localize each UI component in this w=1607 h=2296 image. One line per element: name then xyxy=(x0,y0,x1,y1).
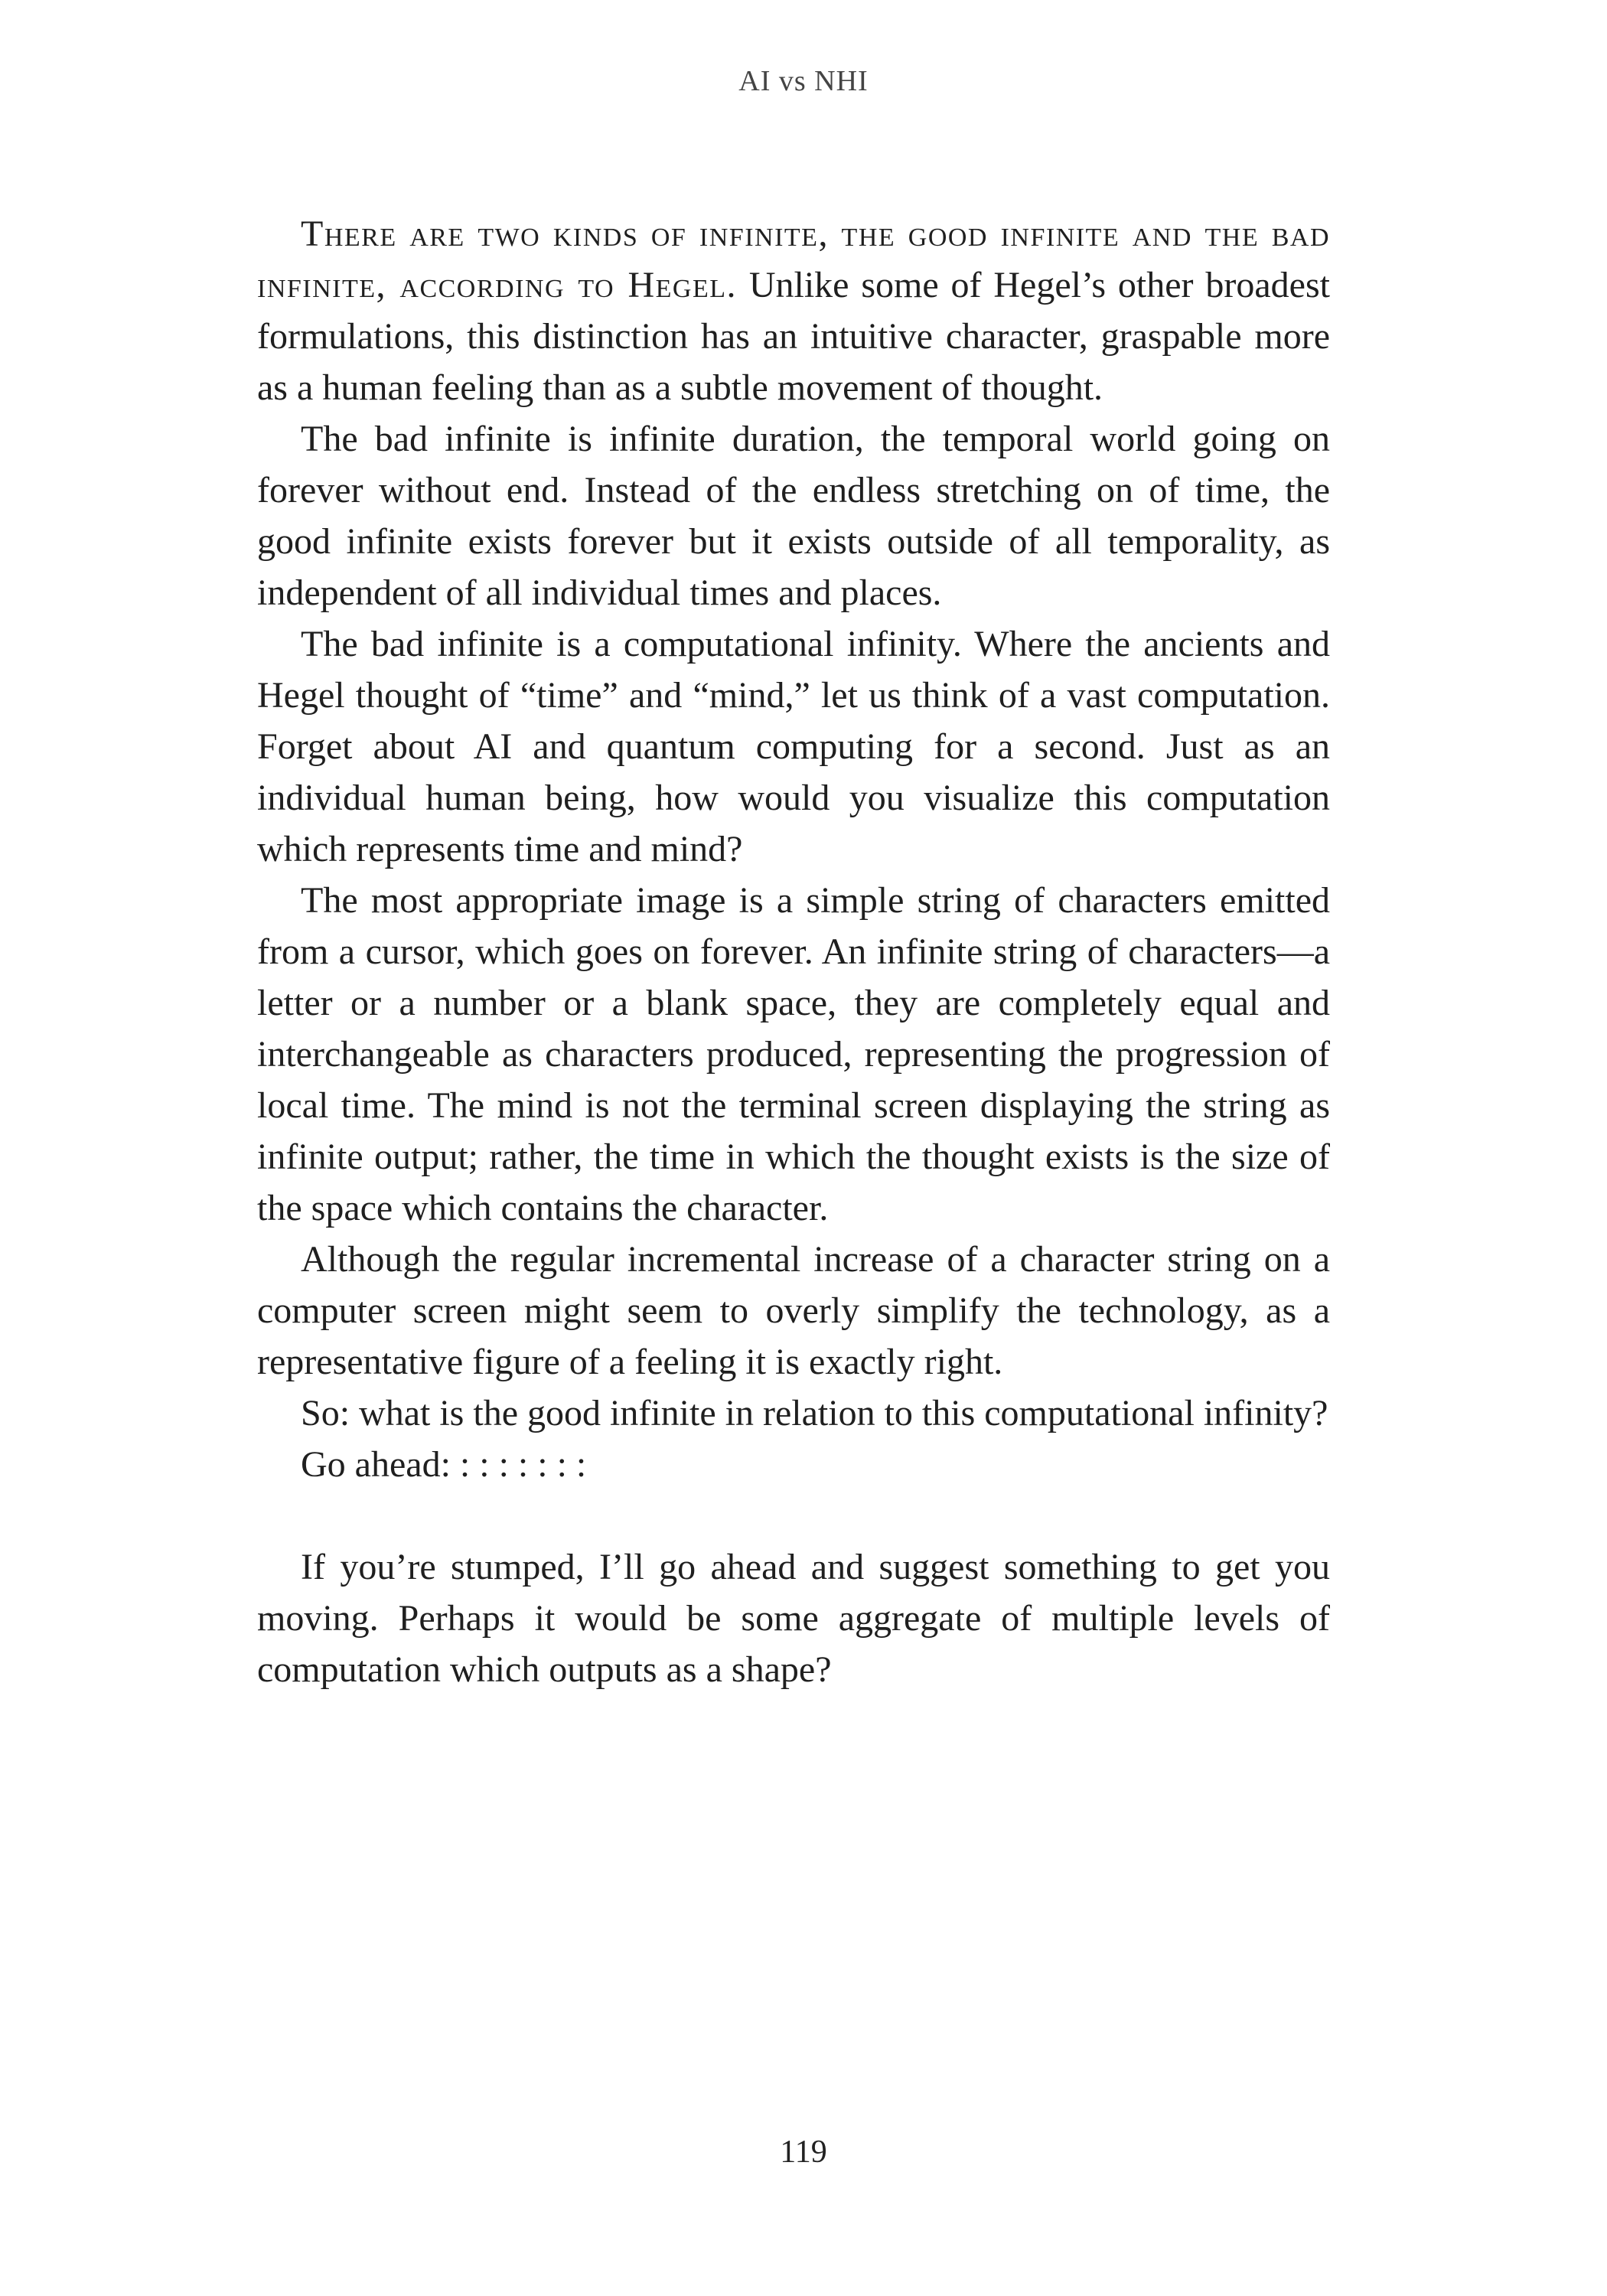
paragraph-1 xyxy=(257,208,1330,413)
paragraph-2: The bad infinite is infinite duration, the temporal world going on forever without end. Instead of the endless stretching on of time, the good infinite exists forever but it exists outside of all temporality, as independent of all individual times and places. xyxy=(257,419,1330,613)
running-head: AI vs NHI xyxy=(738,65,869,97)
page-number: 119 xyxy=(780,2135,827,2170)
paragraph-1-text: Unlike some of Hegel’s other broadest formulations, this distinction has an intuitive character, graspable more as a human feeling than as a subtle movement of thought. xyxy=(257,265,1330,408)
small-caps-lead-in: There are two kinds of infinite, the good infinite and the bad infinite, according to Hegel. xyxy=(257,214,1330,305)
body-text xyxy=(257,208,1330,1695)
paragraph-7: Go ahead: : : : : : : : xyxy=(301,1444,587,1485)
paragraph-4: The most appropriate image is a simple string of characters emitted from a cursor, which goes on forever. An infinite string of characters—a letter or a number or a blank space, they are completely equal and interchangeable as characters produced, representing the progression of local time. The mind is not the terminal screen displaying the string as infinite output; rather, the time in which the thought exists is the size of the space which contains the character. xyxy=(257,880,1330,1228)
paragraph-5: Although the regular incremental increase of a character string on a computer screen might seem to overly simplify the technology, as a representative figure of a feeling it is exactly right. xyxy=(257,1239,1330,1382)
paragraph-8: If you’re stumped, I’ll go ahead and suggest something to get you moving. Perhaps it would be some aggregate of multiple levels of computation which outputs as a shape? xyxy=(257,1547,1330,1690)
paragraph-3: The bad infinite is a computational infinity. Where the ancients and Hegel thought of “time” and “mind,” let us think of a vast computation. Forget about AI and quantum computing for a second. Just as an individual human being, how would you visualize this computation which represents time and mind? xyxy=(257,624,1330,869)
paragraph-6: So: what is the good infinite in relation to this computational infinity? xyxy=(301,1393,1328,1433)
